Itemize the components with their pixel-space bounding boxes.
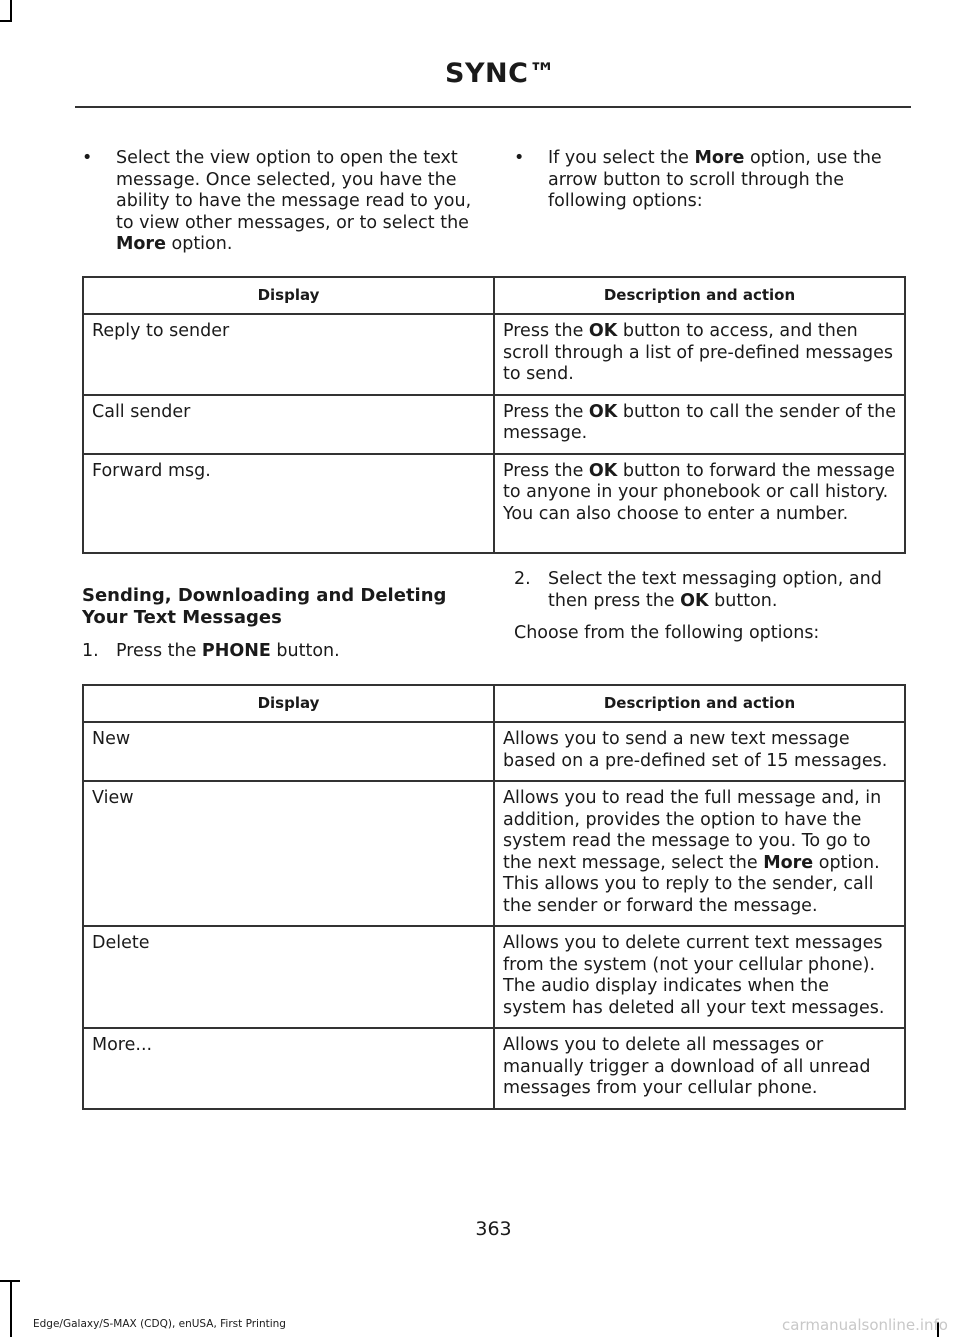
cell-text: Allows you to send a new text message based on a pre-defined set of 15 messages. (503, 729, 888, 771)
table-header-row (83, 685, 905, 722)
cell-bold: OK (588, 401, 618, 422)
table-cell-display: Call sender (83, 395, 494, 454)
cell-text: Allows you to delete current text messages from the system (not your cellular phone). The audio display indicates when the system has deleted all your text messages. (503, 933, 885, 1018)
table-cell-display: View (83, 781, 494, 926)
right-column-intro (514, 148, 906, 213)
table-row (83, 395, 905, 454)
cell-text: Press the (503, 401, 589, 422)
table-cell-description (494, 395, 905, 454)
table-header-row (83, 277, 905, 314)
step-text: Press the (116, 641, 202, 661)
table-cell-description (494, 722, 905, 781)
step-text-end: button. (708, 590, 778, 611)
table-row (83, 722, 905, 781)
table-cell-display: Reply to sender (83, 314, 494, 395)
table-cell-display: More... (83, 1028, 494, 1109)
cell-text-end: button to call the sender of the message. (503, 401, 896, 443)
cell-text-end: button to access, and then scroll through a list of pre-defined messages to send. (503, 321, 894, 384)
step-number: 2. (514, 569, 531, 589)
header-rule (75, 106, 911, 108)
bullet-mark: • (82, 148, 93, 168)
table-cell-description (494, 781, 905, 926)
cell-text: Press the (503, 460, 589, 481)
table-header-display: Display (83, 685, 494, 722)
section-sending-left (82, 585, 482, 663)
crop-mark-top-left-v (10, 0, 12, 20)
step-number: 1. (82, 641, 99, 661)
options-table-messages (82, 684, 906, 1110)
cell-text-end: option. This allows you to reply to the sender, call the sender or forward the message. (503, 852, 880, 916)
table-row (83, 454, 905, 553)
bullet-text-end: option. (165, 234, 233, 254)
cell-text: Allows you to read the full message and, in addition, provides the option to have the system read the message to you. To go to the next message, select the (503, 788, 882, 873)
numbered-step (82, 641, 482, 663)
bullet-bold: More (116, 234, 166, 254)
table-cell-description (494, 314, 905, 395)
bullet-text: Select the view option to open the text message. Once selected, you have the ability to have the message read to you, to view other messages, or to select the (116, 148, 472, 233)
crop-mark-bottom-left-v (10, 1282, 12, 1337)
table-row (83, 314, 905, 395)
section-sending-right (514, 569, 906, 645)
step-bold: OK (680, 590, 709, 611)
table-row (83, 781, 905, 926)
crop-mark-top-left-h (0, 20, 12, 22)
cell-text: Allows you to delete all messages or manually trigger a download of all unread messages from your cellular phone. (503, 1035, 871, 1098)
left-column-intro (82, 148, 482, 256)
cell-bold: OK (588, 321, 618, 341)
step-text: Select the text messaging option, and then press the (548, 569, 882, 611)
table-cell-display: New (83, 722, 494, 781)
bullet-bold: More (694, 148, 745, 168)
table-cell-display: Delete (83, 926, 494, 1028)
table-cell-description (494, 926, 905, 1028)
bullet-mark: • (514, 148, 525, 168)
cell-bold: More (763, 852, 814, 873)
options-table-more (82, 276, 906, 554)
cell-text: Press the (503, 321, 589, 341)
bullet-text-end: option, use the arrow button to scroll through the following options: (548, 148, 882, 211)
table-header-description: Description and action (494, 685, 905, 722)
bullet-text: If you select the (548, 148, 695, 168)
table-header-description: Description and action (494, 277, 905, 314)
table-cell-description (494, 1028, 905, 1109)
table-row (83, 1028, 905, 1109)
choose-text: Choose from the following options: (514, 623, 820, 643)
table-cell-display: Forward msg. (83, 454, 494, 553)
table-cell-description (494, 454, 905, 553)
bullet-item (514, 148, 906, 213)
section-heading: Sending, Downloading and Deleting Your Text Messages (82, 585, 447, 628)
step-bold: PHONE (201, 641, 271, 661)
cell-bold: OK (588, 460, 618, 481)
crop-mark-bottom-left-h (0, 1280, 20, 1282)
step-text-end: button. (270, 641, 340, 661)
bullet-item (82, 148, 482, 256)
numbered-step (514, 569, 906, 612)
table-row (83, 926, 905, 1028)
footer-edition: Edge/Galaxy/S-MAX (CDQ), enUSA, First Printing (33, 1318, 286, 1330)
table-header-display: Display (83, 277, 494, 314)
page-number: 363 (475, 1218, 512, 1240)
cell-text-end: button to forward the message to anyone in your phonebook or call history. You can also choose to enter a number. (503, 460, 895, 524)
watermark: carmanualsonline.info (782, 1316, 948, 1334)
page-header-title: SYNC™ (445, 58, 556, 89)
